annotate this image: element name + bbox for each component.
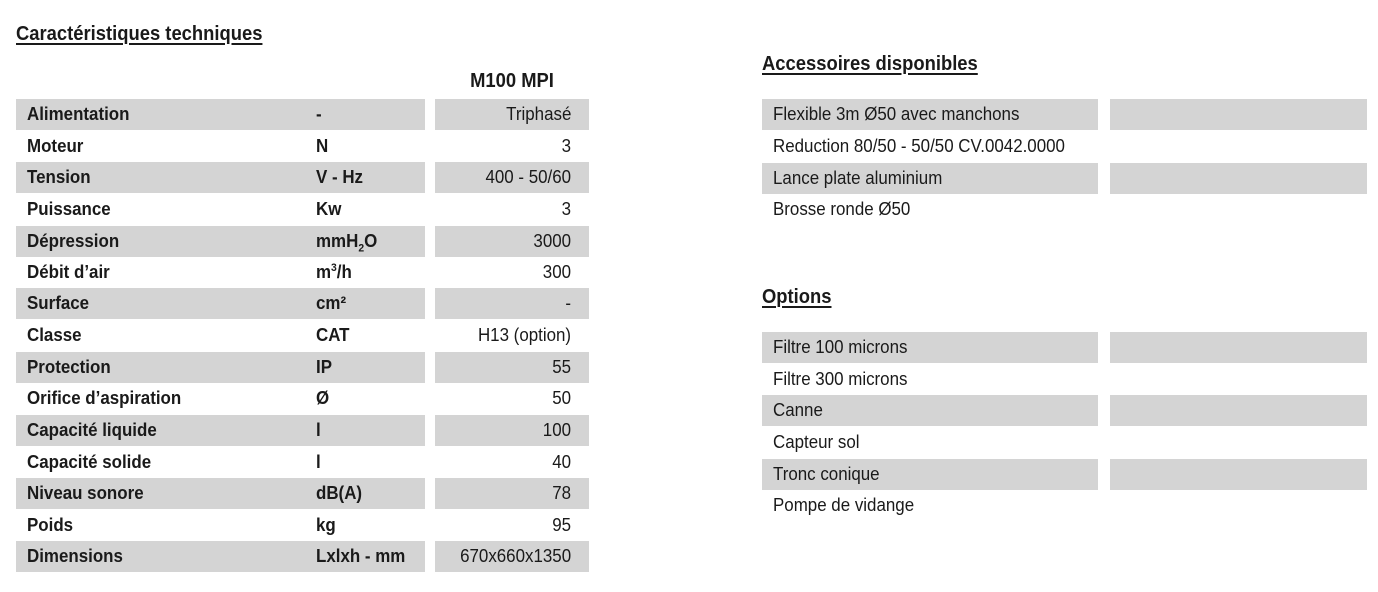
option-item-label: Canne: [762, 395, 1098, 426]
spec-unit: l: [316, 420, 321, 440]
spec-label: Alimentation: [16, 99, 425, 130]
accessories-title: Accessoires disponibles: [762, 53, 978, 75]
option-item-cell: [1110, 395, 1367, 426]
spec-value: 670x660x1350: [435, 541, 589, 572]
spec-label: Niveau sonore: [16, 478, 425, 509]
spec-value: 300: [542, 262, 571, 282]
spec-unit: CAT: [316, 325, 350, 345]
option-item-label: Tronc conique: [762, 459, 1098, 490]
specs-title: Caractéristiques techniques: [16, 23, 263, 45]
accessory-item-cell: [1110, 194, 1367, 225]
spec-unit: N: [316, 136, 329, 156]
spec-value: H13 (option): [477, 325, 571, 345]
spec-value: 50: [552, 388, 571, 408]
spec-value: 3: [561, 199, 571, 219]
spec-value: 55: [435, 352, 589, 383]
spec-value: -: [435, 288, 589, 319]
spec-unit: l: [316, 452, 321, 472]
spec-label: Débit d’air: [27, 262, 110, 282]
accessory-item-label: Reduction 80/50 - 50/50 CV.0042.0000: [773, 136, 1065, 156]
spec-value: 95: [552, 515, 571, 535]
accessory-item-label: Lance plate aluminium: [762, 163, 1098, 194]
option-item-cell: [1110, 490, 1367, 521]
option-item-cell: [1110, 459, 1367, 490]
spec-value: Triphasé: [435, 99, 589, 130]
option-item-label: Filtre 100 microns: [762, 332, 1098, 363]
spec-unit: $m^3/h$: [316, 262, 352, 282]
spec-value: 3000: [435, 226, 589, 257]
option-item-cell: [1110, 364, 1367, 395]
accessory-item-cell: [1110, 163, 1367, 194]
accessory-item-label: Brosse ronde Ø50: [773, 199, 911, 219]
spec-label: Tension: [16, 162, 425, 193]
spec-label: Surface: [16, 288, 425, 319]
spec-value: 3: [561, 136, 571, 156]
options-title: Options: [762, 286, 832, 308]
option-item-label: Capteur sol: [773, 432, 860, 452]
spec-label: Poids: [27, 515, 74, 535]
spec-unit: dB(A): [316, 483, 363, 503]
spec-label: Orifice d’aspiration: [27, 388, 182, 408]
option-item-label: Filtre 300 microns: [773, 369, 908, 389]
spec-label: Moteur: [27, 136, 84, 156]
accessory-item-label: Flexible 3m Ø50 avec manchons: [762, 99, 1098, 130]
spec-value: 40: [552, 452, 571, 472]
option-item-cell: [1110, 427, 1367, 458]
spec-label: Classe: [27, 325, 82, 345]
spec-unit: Ø: [316, 388, 330, 408]
spec-unit: V - Hz: [316, 167, 364, 187]
accessory-item-cell: [1110, 99, 1367, 130]
spec-label: Dépression: [16, 226, 425, 257]
spec-unit: -: [316, 104, 322, 124]
accessory-item-cell: [1110, 131, 1367, 162]
spec-unit: mmH$_2$O: [316, 231, 378, 255]
option-item-label: Pompe de vidange: [773, 495, 915, 515]
spec-value: 78: [435, 478, 589, 509]
spec-label: Puissance: [27, 199, 111, 219]
spec-label: Capacité liquide: [16, 415, 425, 446]
model-header: M100 MPI: [470, 70, 554, 92]
option-item-cell: [1110, 332, 1367, 363]
spec-unit: Lxlxh - mm: [316, 546, 406, 566]
spec-label: Capacité solide: [27, 452, 152, 472]
spec-unit: IP: [316, 357, 332, 377]
spec-unit: kg: [316, 515, 336, 535]
spec-unit: Kw: [316, 199, 342, 219]
spec-value: 400 - 50/60: [435, 162, 589, 193]
spec-label: Protection: [16, 352, 425, 383]
spec-value: 100: [435, 415, 589, 446]
spec-label: Dimensions: [16, 541, 425, 572]
spec-unit: cm²: [316, 293, 347, 313]
